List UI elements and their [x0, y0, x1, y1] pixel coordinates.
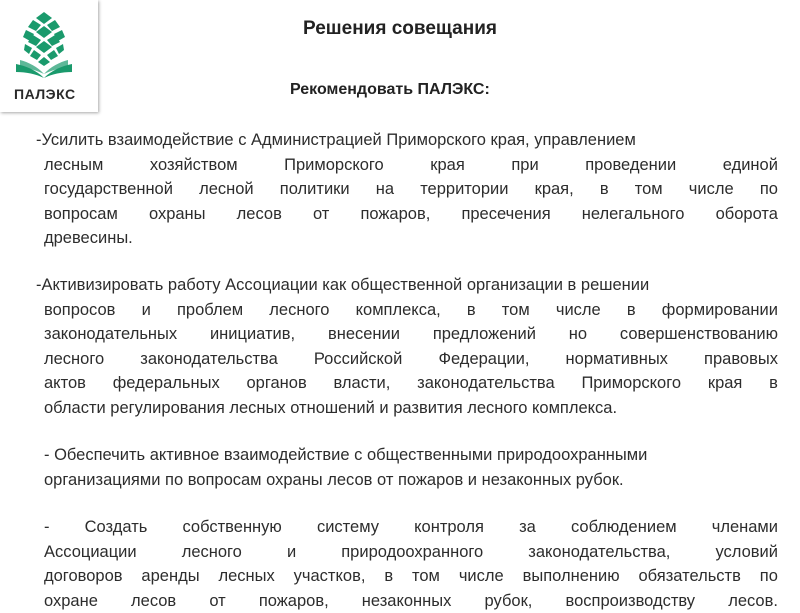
- word: охране: [44, 589, 98, 613]
- word: лесным: [44, 153, 103, 178]
- word: Создать: [85, 515, 148, 540]
- word: незаконных: [362, 589, 452, 613]
- word: обязательств: [639, 564, 741, 589]
- word: государственной: [44, 177, 173, 202]
- word: членами: [712, 515, 778, 540]
- word: собственную: [183, 515, 282, 540]
- word: в: [627, 298, 636, 323]
- word: нормативных: [566, 347, 668, 372]
- word: том: [635, 177, 663, 202]
- word: проведении: [585, 153, 676, 178]
- word: предложений: [433, 322, 536, 347]
- text-line: [28, 298, 778, 323]
- word: от: [209, 589, 225, 613]
- text-line: [28, 589, 778, 613]
- text-line: [28, 564, 778, 589]
- word: числе: [689, 177, 734, 202]
- word: при: [511, 153, 538, 178]
- word: Приморского: [581, 371, 681, 396]
- word: воспроизводству: [566, 589, 696, 613]
- word: края: [430, 153, 465, 178]
- word: выполнению: [523, 564, 620, 589]
- text-line: [28, 202, 778, 227]
- word: контроля: [414, 515, 484, 540]
- word: том: [412, 564, 440, 589]
- word: пресечения: [461, 202, 550, 227]
- word: числе: [556, 298, 601, 323]
- word: Приморского: [284, 153, 384, 178]
- word: на: [376, 177, 394, 202]
- text-line: -Усилить взаимодействие с Администрацией Приморского края, управлением: [28, 128, 770, 153]
- word: Ассоциации: [44, 540, 137, 565]
- word: оборота: [716, 202, 778, 227]
- word: природоохранного: [341, 540, 483, 565]
- page-title: Решения совещания: [0, 18, 800, 40]
- word: пожаров,: [259, 589, 329, 613]
- word: лесного: [182, 540, 242, 565]
- paragraph-2: [28, 273, 778, 420]
- word: совершенствованию: [620, 322, 778, 347]
- paragraph-3: [28, 443, 778, 492]
- word: лесов: [237, 202, 282, 227]
- word: политики: [280, 177, 350, 202]
- word: лесных: [218, 564, 274, 589]
- word: актов: [44, 371, 86, 396]
- word: лесного: [44, 347, 104, 372]
- word: пожаров,: [360, 202, 430, 227]
- text-line: -Активизировать работу Ассоциации как общественной организации в решении: [28, 273, 778, 298]
- text-line: организациями по вопросам охраны лесов от пожаров и незаконных рубок.: [28, 468, 778, 493]
- paragraph-1: [28, 128, 778, 251]
- word: числе: [459, 564, 504, 589]
- word: лесного: [269, 298, 329, 323]
- word: края: [708, 371, 743, 396]
- word: законодательства: [417, 371, 554, 396]
- word: единой: [723, 153, 778, 178]
- word: края,: [535, 177, 574, 202]
- word: участков,: [294, 564, 366, 589]
- word: хозяйством: [150, 153, 238, 178]
- word: рубок,: [485, 589, 533, 613]
- word: законодательных: [44, 322, 177, 347]
- word: договоров: [44, 564, 123, 589]
- word: по: [760, 564, 778, 589]
- word: федеральных: [113, 371, 220, 396]
- word: правовых: [704, 347, 778, 372]
- text-line: [28, 347, 778, 372]
- word: лесов.: [728, 589, 778, 613]
- word: в: [769, 371, 778, 396]
- word: соблюдением: [571, 515, 677, 540]
- text-line: [28, 515, 778, 540]
- word: Федерации,: [438, 347, 529, 372]
- text-line: древесины.: [28, 226, 778, 251]
- word: систему: [317, 515, 379, 540]
- word: комплекса,: [356, 298, 441, 323]
- word: за: [519, 515, 536, 540]
- word: проблем: [177, 298, 243, 323]
- word: органов: [247, 371, 307, 396]
- word: нелегального: [582, 202, 685, 227]
- word: от: [313, 202, 329, 227]
- page-subtitle: Рекомендовать ПАЛЭКС:: [290, 81, 490, 99]
- text-line: - Обеспечить активное взаимодействие с общественными природоохранными: [28, 443, 778, 468]
- word: инициатив,: [210, 322, 295, 347]
- paragraph-4: [28, 515, 778, 613]
- word: -: [44, 515, 50, 540]
- text-line: [28, 371, 778, 396]
- word: по: [760, 177, 778, 202]
- word: в: [384, 564, 393, 589]
- word: в: [467, 298, 476, 323]
- word: в: [600, 177, 609, 202]
- word: условий: [715, 540, 778, 565]
- word: и: [142, 298, 151, 323]
- word: том: [502, 298, 530, 323]
- word: вопросов: [44, 298, 115, 323]
- text-line: [28, 153, 778, 178]
- word: лесов: [131, 589, 176, 613]
- word: и: [287, 540, 296, 565]
- word: законодательства: [140, 347, 277, 372]
- word: территории: [420, 177, 508, 202]
- logo-brand-text: ПАЛЭКС: [14, 86, 76, 102]
- text-line: [28, 322, 778, 347]
- word: вопросам: [44, 202, 118, 227]
- word: внесении: [328, 322, 400, 347]
- word: лесной: [199, 177, 254, 202]
- text-line: [28, 540, 778, 565]
- word: Российской: [314, 347, 402, 372]
- word: законодательства,: [528, 540, 670, 565]
- word: аренды: [141, 564, 199, 589]
- word: но: [569, 322, 587, 347]
- word: власти,: [334, 371, 391, 396]
- text-line: [28, 177, 778, 202]
- text-line: области регулирования лесных отношений и развития лесного комплекса.: [28, 396, 778, 421]
- word: охраны: [149, 202, 206, 227]
- word: формировании: [662, 298, 778, 323]
